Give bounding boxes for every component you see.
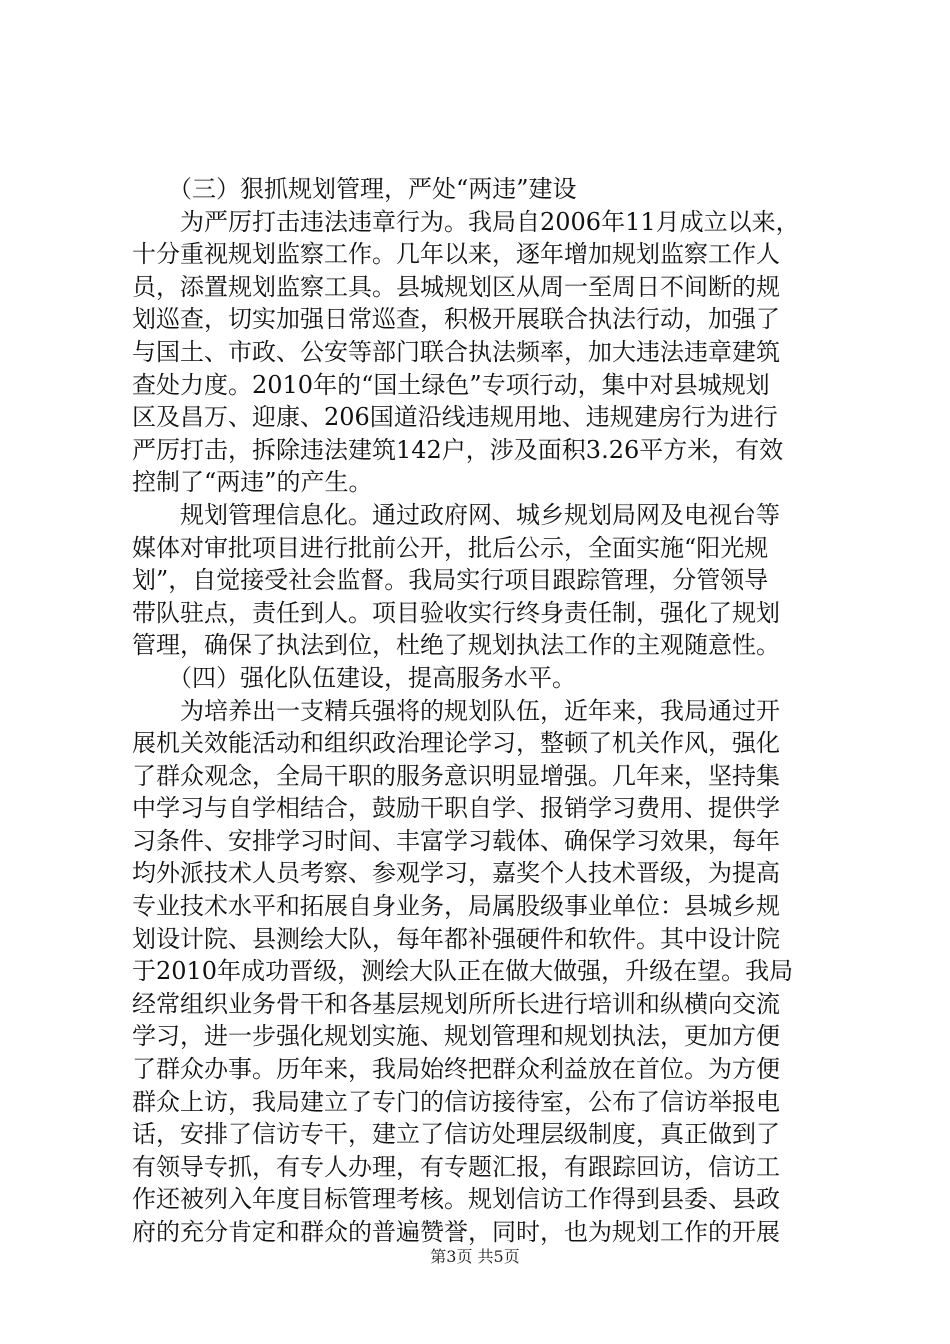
text-line: 十分重视规划监察工作。几年以来，逐年增加规划监察工作人: [132, 240, 780, 269]
text-line: 群众上访，我局建立了专门的信访接待室，公布了信访举报电: [132, 1087, 780, 1116]
text-line: 与国土、市政、公安等部门联合执法频率，加大违法违章建筑: [132, 337, 780, 366]
text-line: 作还被列入年度目标管理考核。规划信访工作得到县委、县政: [132, 1185, 780, 1214]
text-line: 话，安排了信访专干，建立了信访处理层级制度，真正做到了: [132, 1120, 780, 1149]
text-line: 了群众办事。历年来，我局始终把群众利益放在首位。为方便: [132, 1055, 780, 1084]
text-line: 员，添置规划监察工具。县城规划区从周一至周日不间断的规: [132, 272, 780, 301]
text-line: 带队驻点，责任到人。项目验收实行终身责任制，强化了规划: [132, 598, 780, 627]
text-line: 管理，确保了执法到位，杜绝了规划执法工作的主观随意性。: [132, 631, 780, 660]
text-line: 于2010年成功晋级，测绘大队正在做大做强，升级在望。我局: [132, 957, 794, 986]
text-line: 划巡查，切实加强日常巡查，积极开展联合执法行动，加强了: [132, 305, 780, 334]
text-line: 严厉打击，拆除违法建筑142户，涉及面积3.26平方米，有效: [132, 435, 784, 464]
text-line: 划设计院、县测绘大队，每年都补强硬件和软件。其中设计院: [132, 924, 780, 953]
text-line: 了群众观念，全局干职的服务意识明显增强。几年来，坚持集: [132, 761, 780, 790]
text-line: 为严厉打击违法违章行为。我局自2006年11月成立以来，: [132, 207, 800, 236]
text-line: 经常组织业务骨干和各基层规划所所长进行培训和纵横向交流: [132, 989, 780, 1018]
page-footer: 第3页 共5页: [430, 1247, 520, 1266]
text-line: 规划管理信息化。通过政府网、城乡规划局网及电视台等: [132, 500, 780, 529]
text-line: 查处力度。2010年的“国土绿色”专项行动，集中对县城规划: [132, 370, 770, 399]
text-line: 控制了“两违”的产生。: [132, 468, 373, 497]
text-line: 展机关效能活动和组织政治理论学习，整顿了机关作风，强化: [132, 729, 780, 758]
document-body: [132, 173, 826, 1249]
text-line: 划”，自觉接受社会监督。我局实行项目跟踪管理，分管领导: [132, 566, 769, 595]
text-line: 为培养出一支精兵强将的规划队伍，近年来，我局通过开: [132, 696, 780, 725]
text-line: （四）强化队伍建设，提高服务水平。: [132, 663, 576, 692]
text-line: 学习，进一步强化规划实施、规划管理和规划执法，更加方便: [132, 1022, 780, 1051]
text-line: 习条件、安排学习时间、丰富学习载体、确保学习效果，每年: [132, 826, 780, 855]
text-line: 中学习与自学相结合，鼓励干职自学、报销学习费用、提供学: [132, 794, 780, 823]
text-line: 府的充分肯定和群众的普遍赞誉，同时，也为规划工作的开展: [132, 1218, 780, 1246]
text-line: （三）狠抓规划管理，严处“两违”建设: [132, 175, 577, 203]
text-line: 均外派技术人员考察、参观学习，嘉奖个人技术晋级，为提高: [132, 859, 780, 888]
text-line: 区及昌万、迎康、206国道沿线违规用地、违规建房行为进行: [132, 403, 778, 432]
text-line: 专业技术水平和拓展自身业务，局属股级事业单位：县城乡规: [132, 892, 780, 921]
text-line: 有领导专抓，有专人办理，有专题汇报，有跟踪回访，信访工: [132, 1152, 780, 1181]
text-line: 媒体对审批项目进行批前公开，批后公示，全面实施“阳光规: [132, 533, 769, 562]
